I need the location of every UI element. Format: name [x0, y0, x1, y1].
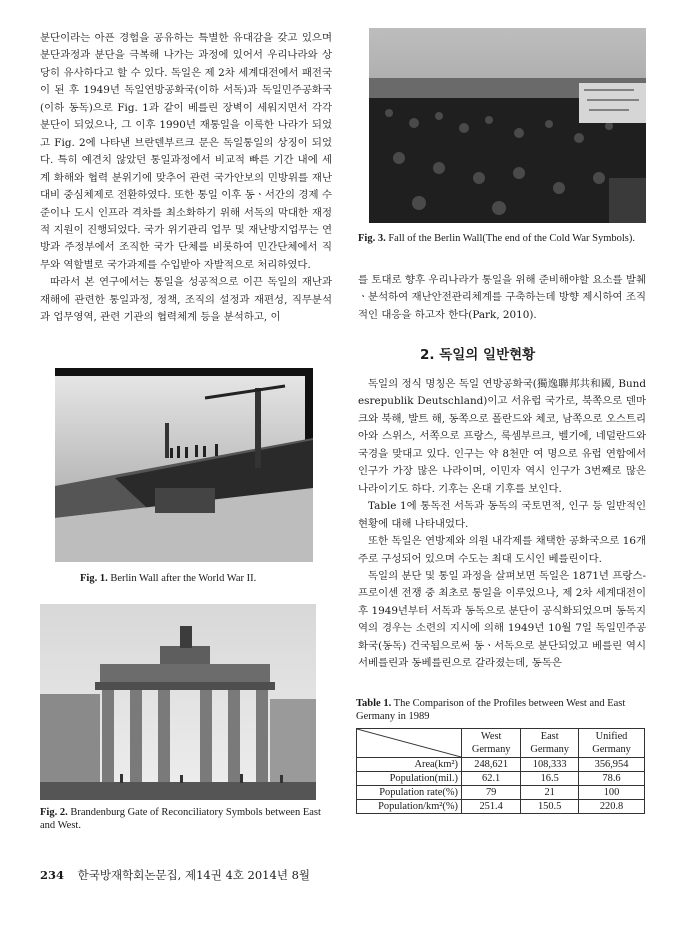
table-cell: 62.1 [462, 772, 521, 786]
table-label: Table 1. [356, 698, 392, 709]
table-header-cell: East Germany [521, 729, 579, 758]
figure-1-text: Berlin Wall after the World War II. [110, 573, 257, 584]
page-footer [40, 867, 310, 883]
table-cell: 248,621 [462, 758, 521, 772]
row-label: Population rate(%) [357, 786, 462, 800]
figure-3-text: Fall of the Berlin Wall(The end of the Cold War Symbols). [388, 233, 636, 244]
table-cell: 21 [521, 786, 579, 800]
body-paragraph: Table 1에 통독전 서독과 동독의 국토면적, 인구 등 일반적인 현황에 대해 나타내었다. [358, 500, 646, 530]
body-paragraph: 또한 독일은 연방제와 의원 내각제를 채택한 공화국으로 16개 주로 구성되어 있으며 수도는 최대 도시인 베를린이다. [358, 535, 646, 565]
table-caption-text: The Comparison of the Profiles between West and East Germany in 1989 [356, 698, 626, 722]
figure-1-caption [80, 572, 310, 588]
figure-3-image [369, 28, 646, 223]
table-cell: 150.5 [521, 800, 579, 814]
table-caption [356, 697, 648, 725]
table-row [357, 772, 645, 786]
table-cell: 251.4 [462, 800, 521, 814]
table-cell: 78.6 [579, 772, 645, 786]
figure-3-caption [358, 232, 646, 264]
table-cell: 356,954 [579, 758, 645, 772]
figure-2-text: Brandenburg Gate of Reconciliatory Symbols between East and West. [40, 807, 321, 831]
body-paragraph: 독일의 분단 및 통일 과정을 살펴보면 독일은 1871년 프랑스-프로이센 전쟁 중 최초로 통일을 이루었으나, 제 2차 세계대전이후 1949년부터 서독과 동독으로 분단이 공식화되었으며 동독지역의 경우는 소련의 지시에 의해 1949년 10월 7일 독일민주공화국(동독) 건국됨으로써 동ㆍ서독으로 분단되었고 베를린 역시 서베를린과 동베를린으로 갈라졌는데, 동독은 [358, 569, 646, 670]
figure-3-label: Fig. 3. [358, 233, 386, 244]
table-header-cell: West Germany [462, 729, 521, 758]
table-row [357, 758, 645, 772]
table-header-cell: Unified Germany [579, 729, 645, 758]
journal-citation: 한국방재학회논문집, 제14권 4호 2014년 8월 [77, 868, 311, 882]
body-paragraph: 를 토대로 향후 우리나라가 통일을 위해 준비해야할 요소를 발췌ㆍ분석하여 재난안전관리체계를 구축하는데 방향 제시하여 조직적인 대응을 하고자 한다(Park, 2010). [358, 274, 646, 321]
row-label: Population(mil.) [357, 772, 462, 786]
right-body-block [358, 376, 646, 701]
table-row [357, 800, 645, 814]
figure-2-label: Fig. 2. [40, 807, 68, 818]
body-paragraph: 분단이라는 아픈 경험을 공유하는 특별한 유대감을 갖고 있으며 분단과정과 분단을 극복해 나가는 과정에 있어서 우리나라와 상당히 유사하다고 할 수 있다. 독일은 제 2차 세계대전에서 패전국이 된 후 1949년 독일연방공화국(이하 서독)과 독일민주공화국(이하 동독)으로 Fig. 1과 같이 베를린 장벽이 세워지면서 각각 분단이 되었으나, 그 이후 1990년 재통일을 이룩한 나라가 되었고 Fig. 2에 나타낸 브란덴부르크 문은 독일통일의 상징이 되었다. 특히 예견치 않았던 통일과정에서 비교적 빠른 기간 내에 세계 화해와 협력 분위기에 맞추어 관련 국가안보의 민방위를 재난대비 중심체제로 전환하였다. 또한 통일 이후 동ㆍ서간의 경제 수준이나 도시 인프라 격차를 최소화하기 위해 서독의 막대한 재정적 지원이 진행되었다. 국가 위기관리 업무 및 재난방지업무는 연방과 주정부에서 조직한 국가 단체를 비롯하여 민간단체에서 직무와 역할별로 국가과제를 수입받아 자발적으로 처리하였다. [40, 32, 332, 271]
body-paragraph: 독일의 정식 명칭은 독일 연방공화국(獨逸聯邦共和國, Bundesrepublik Deutschland)이고 서유럽 국가로, 북쪽으로 덴마크와 북해, 발트 해, 동쪽으로 폴란드와 체코, 남쪽으로 오스트리아와 스위스, 서쪽으로 프랑스, 룩셈부르크, 벨기에, 네덜란드와 국경을 맞대고 있다. 인구는 약 8천만 여 명으로 유럽 연합에서 인구가 가장 많은 나라이며, 이민자 역시 인구가 3번째로 많은 나라이기도 하다. 기후는 온대 기후를 보인다. [358, 378, 646, 495]
body-paragraph: 따라서 본 연구에서는 통일을 성공적으로 이끈 독일의 재난과 재해에 관련한 통일과정, 정책, 조직의 설정과 재편성, 직무분석과 업무영역, 관련 기관의 협력체계 등을 분석하고, 이 [40, 276, 332, 324]
table-row [357, 786, 645, 800]
table-cell: 100 [579, 786, 645, 800]
row-label: Population/km²(%) [357, 800, 462, 814]
figure-2-image [40, 604, 316, 800]
table-cell: 16.5 [521, 772, 579, 786]
profile-table [356, 728, 645, 814]
table-header-row [357, 729, 645, 758]
right-intro-block [358, 272, 646, 332]
table-cell: 220.8 [579, 800, 645, 814]
section-heading: 2. 독일의 일반현황 [420, 347, 536, 363]
left-column-text [40, 30, 332, 327]
figure-1-label: Fig. 1. [80, 573, 108, 584]
table-corner-cell [357, 729, 462, 758]
table-cell: 108,333 [521, 758, 579, 772]
table-cell: 79 [462, 786, 521, 800]
page-number: 234 [40, 868, 65, 882]
figure-2-caption [40, 806, 332, 838]
row-label: Area(km²) [357, 758, 462, 772]
figure-1-image [55, 368, 313, 562]
